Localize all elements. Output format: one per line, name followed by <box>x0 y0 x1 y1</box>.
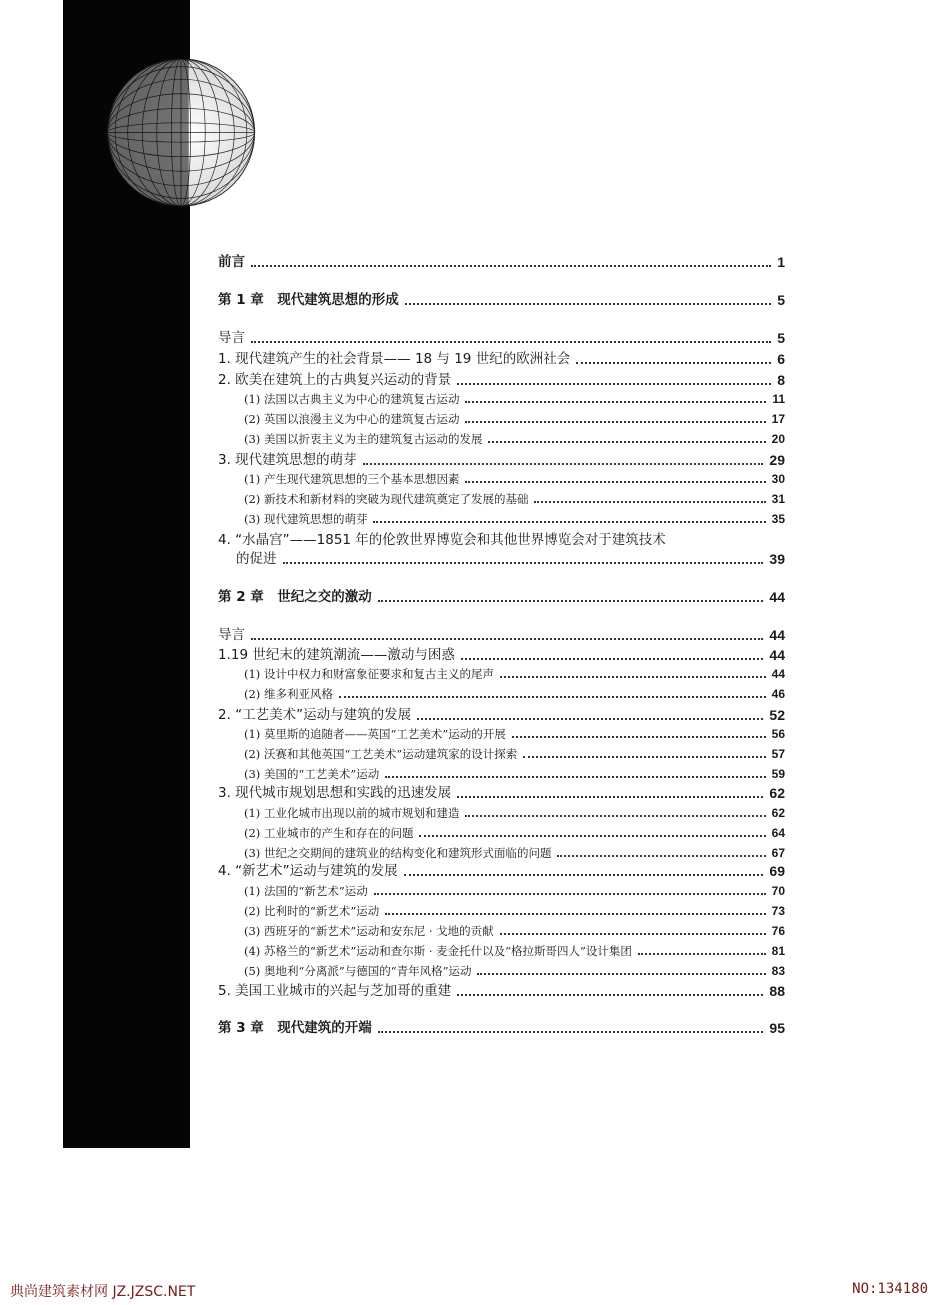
toc-label: 前言 <box>218 254 245 270</box>
toc-page: 39 <box>769 551 785 567</box>
toc-label: 的促进 <box>236 551 277 567</box>
toc-label: (3) 世纪之交期间的建筑业的结构变化和建筑形式面临的问题 <box>244 846 552 860</box>
toc-label: (3) 现代建筑思想的萌芽 <box>244 512 368 526</box>
toc-page: 88 <box>769 983 785 999</box>
leader-dots <box>512 735 766 738</box>
leader-dots <box>419 834 765 837</box>
toc-label: 2. 欧美在建筑上的古典复兴运动的背景 <box>218 372 452 388</box>
toc-page: 52 <box>769 707 785 723</box>
toc-page: 20 <box>771 432 785 446</box>
toc-entry[interactable] <box>218 861 785 881</box>
toc-label: (1) 法国以古典主义为中心的建筑复古运动 <box>244 392 460 406</box>
watermark-number: NO:134180 <box>852 1281 928 1297</box>
leader-dots <box>638 952 766 955</box>
leader-dots <box>251 637 763 640</box>
toc-page: 57 <box>771 747 785 761</box>
toc-page: 5 <box>777 292 785 308</box>
toc-label: 第 3 章 现代建筑的开端 <box>218 1020 372 1036</box>
leader-dots <box>457 993 763 996</box>
leader-dots <box>251 340 771 343</box>
leader-dots <box>465 814 765 817</box>
toc-page: 1 <box>777 254 785 270</box>
toc-subentry[interactable] <box>244 922 785 940</box>
toc-entry[interactable] <box>218 625 785 645</box>
leader-dots <box>417 717 763 720</box>
leader-dots <box>477 972 765 975</box>
toc-page: 70 <box>771 884 785 898</box>
toc-label: 3. 现代建筑思想的萌芽 <box>218 452 357 468</box>
toc-entry-chapter-3[interactable] <box>218 1018 785 1038</box>
toc-label: 导言 <box>218 330 245 346</box>
toc-subentry[interactable] <box>244 470 785 488</box>
toc-page: 76 <box>771 924 785 938</box>
toc-subentry[interactable] <box>244 390 785 408</box>
toc-label: 1. 现代建筑产生的社会背景—— 18 与 19 世纪的欧洲社会 <box>218 351 571 367</box>
toc-subentry[interactable] <box>244 902 785 920</box>
toc-entry[interactable] <box>218 981 785 1001</box>
leader-dots <box>534 500 765 503</box>
toc-entry[interactable] <box>218 783 785 803</box>
toc-label: (1) 设计中权力和财富象征要求和复古主义的尾声 <box>244 667 494 681</box>
leader-dots <box>457 382 771 385</box>
leader-dots <box>500 675 766 678</box>
toc-page: 95 <box>769 1020 785 1036</box>
leader-dots <box>363 462 764 465</box>
toc-label: 3. 现代城市规划思想和实践的迅速发展 <box>218 785 452 801</box>
toc-entry[interactable] <box>218 349 785 369</box>
toc-subentry[interactable] <box>244 725 785 743</box>
toc-entry[interactable] <box>218 705 785 725</box>
toc-label: 第 1 章 现代建筑思想的形成 <box>218 292 399 308</box>
toc-entry[interactable] <box>218 328 785 348</box>
toc-label: (1) 工业化城市出现以前的城市规划和建造 <box>244 806 460 820</box>
toc-label: 1.19 世纪末的建筑潮流——激动与困惑 <box>218 647 455 663</box>
toc-label: (5) 奥地利“分离派”与德国的“青年风格”运动 <box>244 964 472 978</box>
toc-entry-chapter-1[interactable] <box>218 290 785 310</box>
toc-page: 67 <box>771 846 785 860</box>
toc-subentry[interactable] <box>244 510 785 528</box>
leader-dots <box>500 932 766 935</box>
leader-dots <box>385 775 765 778</box>
toc-label: (2) 工业城市的产生和存在的问题 <box>244 826 414 840</box>
toc-label: (2) 比利时的“新艺术”运动 <box>244 904 380 918</box>
toc-label: (1) 产生现代建筑思想的三个基本思想因素 <box>244 472 460 486</box>
toc-entry-continuation[interactable] <box>236 549 785 569</box>
leader-dots <box>339 695 766 698</box>
toc-entry[interactable] <box>218 645 785 665</box>
toc-page: 29 <box>769 452 785 468</box>
toc-page: 59 <box>771 767 785 781</box>
toc-subentry[interactable] <box>244 962 785 980</box>
toc-label: (2) 沃赛和其他英国“工艺美术”运动建筑家的设计探索 <box>244 747 518 761</box>
toc-page: 69 <box>769 863 785 879</box>
toc-subentry[interactable] <box>244 882 785 900</box>
leader-dots <box>378 599 764 602</box>
leader-dots <box>523 755 765 758</box>
toc-label: 5. 美国工业城市的兴起与芝加哥的重建 <box>218 983 452 999</box>
leader-dots <box>457 795 763 798</box>
leader-dots <box>465 400 766 403</box>
toc-subentry[interactable] <box>244 844 785 862</box>
leader-dots <box>251 264 771 267</box>
toc-label: (3) 美国以折衷主义为主的建筑复古运动的发展 <box>244 432 483 446</box>
toc-subentry[interactable] <box>244 745 785 763</box>
leader-dots <box>405 302 771 305</box>
leader-dots <box>488 440 765 443</box>
leader-dots <box>557 854 765 857</box>
leader-dots <box>404 873 764 876</box>
leader-dots <box>465 480 765 483</box>
toc-label: (2) 新技术和新材料的突破为现代建筑奠定了发展的基础 <box>244 492 529 506</box>
toc-subentry[interactable] <box>244 824 785 842</box>
toc-page: 31 <box>771 492 785 506</box>
toc-label: 4. “新艺术”运动与建筑的发展 <box>218 863 398 879</box>
toc-label: 2. “工艺美术”运动与建筑的发展 <box>218 707 412 723</box>
toc-subentry[interactable] <box>244 765 785 783</box>
toc-page: 62 <box>769 785 785 801</box>
toc-page: 44 <box>769 589 785 605</box>
toc-page: 35 <box>771 512 785 526</box>
toc-label: (4) 苏格兰的“新艺术”运动和查尔斯 · 麦金托什以及“格拉斯哥四人”设计集团 <box>244 944 632 958</box>
toc-label: (2) 英国以浪漫主义为中心的建筑复古运动 <box>244 412 460 426</box>
leader-dots <box>374 892 766 895</box>
toc-page: 83 <box>771 964 785 978</box>
toc-page: 8 <box>777 372 785 388</box>
leader-dots <box>385 912 765 915</box>
toc-subentry[interactable] <box>244 430 785 448</box>
toc-page: 56 <box>771 727 785 741</box>
toc-label: 导言 <box>218 627 245 643</box>
toc-page: 46 <box>771 687 785 701</box>
toc-subentry[interactable] <box>244 804 785 822</box>
toc-label: (1) 法国的“新艺术”运动 <box>244 884 368 898</box>
toc-subentry[interactable] <box>244 665 785 683</box>
toc-label: (3) 美国的“工艺美术”运动 <box>244 767 380 781</box>
leader-dots <box>378 1030 764 1033</box>
leader-dots <box>283 561 764 564</box>
toc-page: 30 <box>771 472 785 486</box>
toc-entry-chapter-2[interactable] <box>218 587 785 607</box>
toc-page: 81 <box>771 944 785 958</box>
leader-dots <box>576 361 771 364</box>
toc-subentry[interactable] <box>244 942 785 960</box>
toc-page: 44 <box>769 647 785 663</box>
toc-page: 44 <box>771 667 785 681</box>
leader-dots <box>465 420 765 423</box>
toc-page: 44 <box>769 627 785 643</box>
watermark-site: 典尚建筑素材网 JZ.JZSC.NET <box>10 1284 196 1300</box>
toc-page: 17 <box>771 412 785 426</box>
toc-label: (1) 莫里斯的追随者——英国“工艺美术”运动的开展 <box>244 727 506 741</box>
toc-page: 64 <box>771 826 785 840</box>
toc-entry[interactable] <box>218 370 785 390</box>
toc-label: 第 2 章 世纪之交的激动 <box>218 589 372 605</box>
toc-page: 6 <box>777 351 785 367</box>
toc-subentry[interactable] <box>244 410 785 428</box>
toc-page: 73 <box>771 904 785 918</box>
toc-label: (2) 维多利亚风格 <box>244 687 333 701</box>
toc-subentry[interactable] <box>244 685 785 703</box>
leader-dots <box>373 520 765 523</box>
toc-entry-preface[interactable] <box>218 252 785 272</box>
toc-page: 11 <box>772 392 785 406</box>
toc-entry[interactable] <box>218 450 785 470</box>
toc-entry[interactable] <box>218 530 785 550</box>
toc-label: 4. “水晶宫”——1851 年的伦敦世界博览会和其他世界博览会对于建筑技术 <box>218 532 666 548</box>
leader-dots <box>461 657 764 660</box>
toc-page: 5 <box>777 330 785 346</box>
toc-subentry[interactable] <box>244 490 785 508</box>
toc-page: 62 <box>771 806 785 820</box>
toc-label: (3) 西班牙的“新艺术”运动和安东尼 · 戈地的贡献 <box>244 924 494 938</box>
